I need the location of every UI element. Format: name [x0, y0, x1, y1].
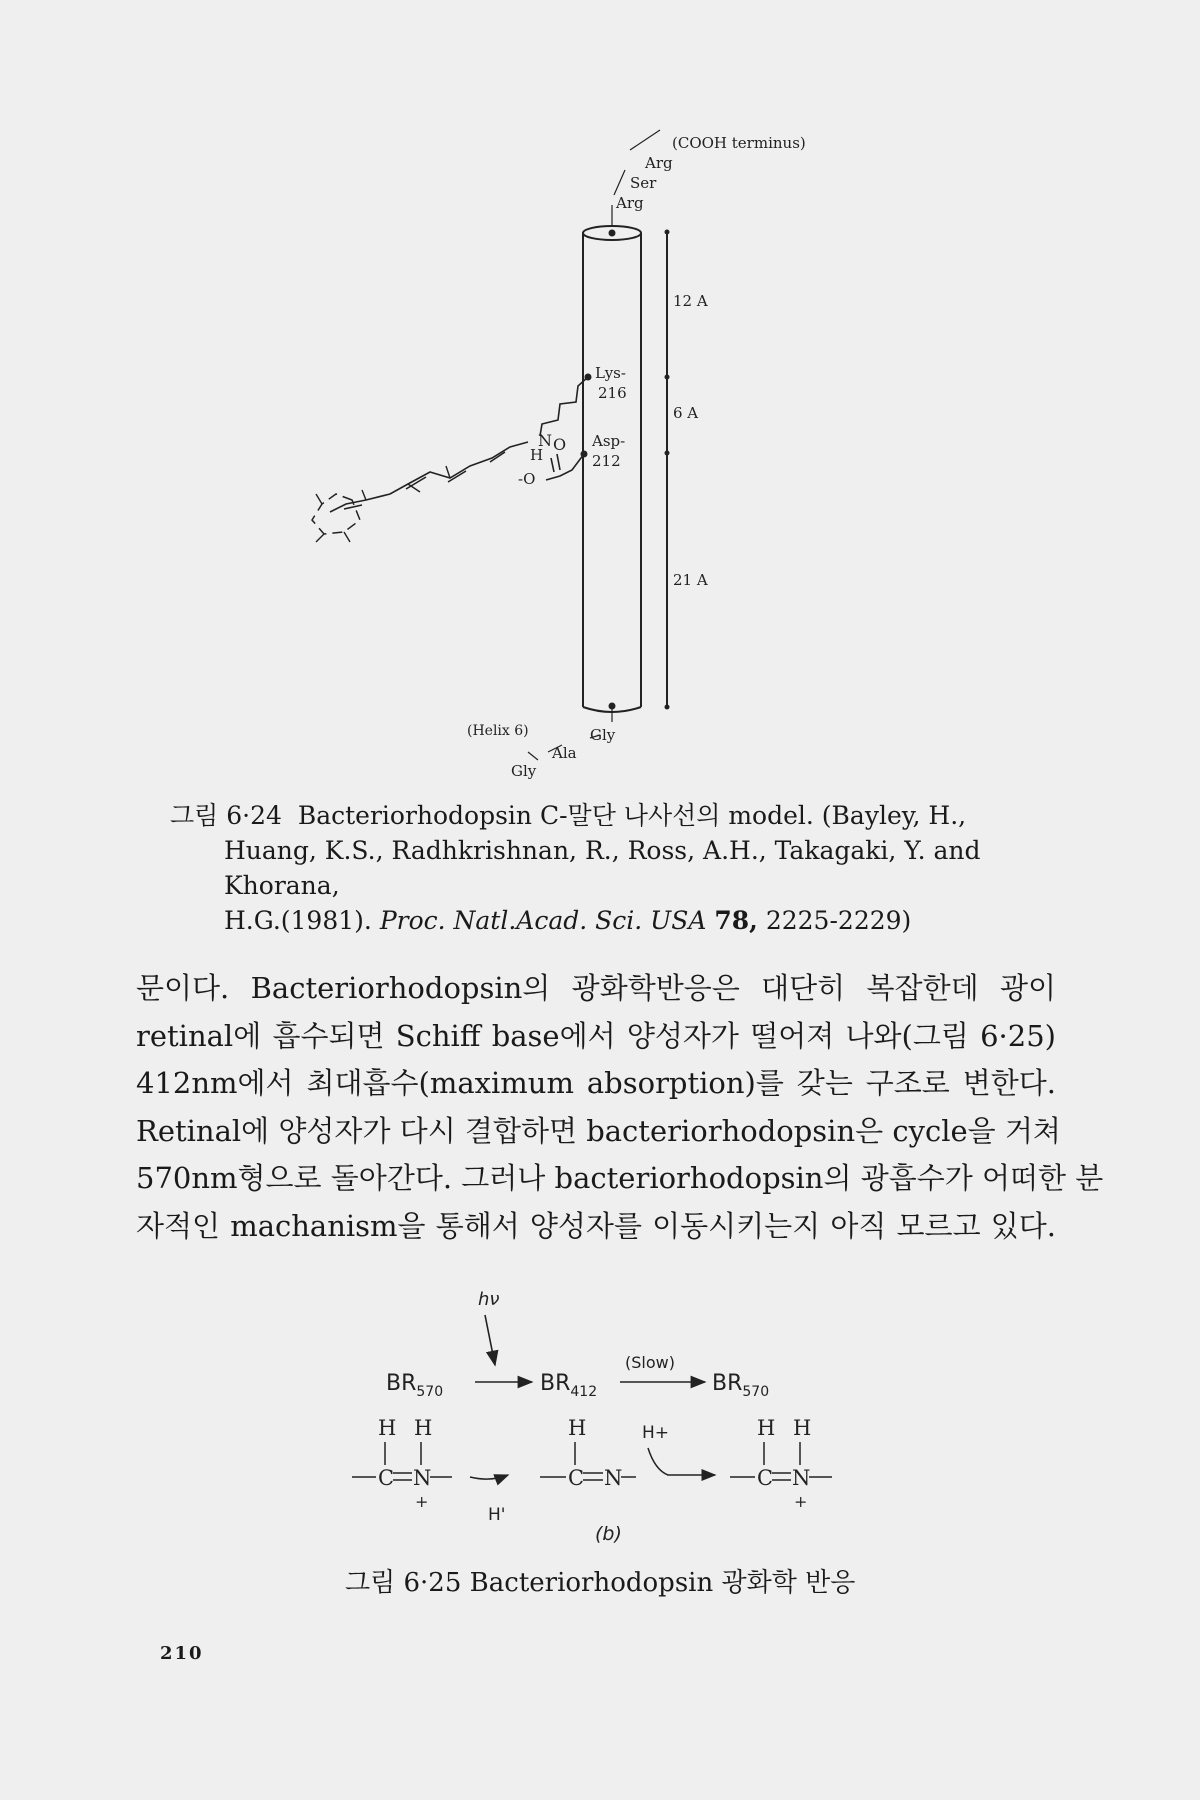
svg-text:N: N — [604, 1466, 623, 1490]
body-paragraph — [136, 965, 1104, 1250]
reprotonation-arrow — [648, 1448, 715, 1475]
gly-label-1: Gly — [590, 726, 616, 744]
distance-6a: 6 A — [673, 404, 699, 422]
lys-number: 216 — [598, 384, 627, 402]
lys-label: Lys- — [595, 364, 626, 382]
caption-text-3: H.G.(1981). — [224, 906, 372, 935]
retinal-chain — [330, 442, 528, 512]
panel-label: (b) — [595, 1523, 622, 1545]
paragraph-line: Retinal에 양성자가 다시 결합하면 bacteriorhodopsin은 cycle을 거쳐 — [136, 1113, 1061, 1148]
caption-pages: 2225-2229) — [765, 906, 912, 935]
asp-label: Asp- — [592, 432, 626, 450]
slow-label: (Slow) — [625, 1353, 675, 1372]
svg-text:N: N — [792, 1466, 811, 1490]
ala-label: Ala — [552, 744, 577, 762]
page-number: 210 — [160, 1643, 204, 1664]
caption-text-1: Bacteriorhodopsin C-말단 나사선의 model. (Bayley, H., — [297, 801, 967, 830]
carboxyl-o-minus: -O — [518, 470, 536, 488]
svg-text:N: N — [413, 1466, 432, 1490]
br570-end: $BR_{570}$ — [712, 1371, 770, 1400]
svg-text:H: H — [793, 1416, 812, 1440]
arg-label-1: Arg — [645, 154, 673, 172]
distance-21a: 21 A — [673, 571, 708, 589]
aspartate-chain — [546, 454, 584, 480]
deprotonation-arrow — [470, 1475, 508, 1479]
schiff-h: H — [530, 446, 544, 464]
cooh-label: (COOH terminus) — [672, 134, 806, 152]
arg-label-2: Arg — [616, 194, 644, 212]
gly-label-2: Gly — [511, 762, 537, 780]
hv-arrow — [485, 1315, 495, 1365]
svg-text:H: H — [414, 1416, 433, 1440]
svg-text:H: H — [568, 1416, 587, 1440]
svg-text:C: C — [378, 1466, 395, 1490]
helix-top-dot — [609, 230, 616, 237]
br412: $BR_{412}$ — [540, 1371, 598, 1400]
caption-journal: Proc. Natl.Acad. Sci. USA — [379, 906, 707, 935]
schiff-n: N — [538, 431, 552, 450]
paragraph-line: 570nm형으로 돌아간다. 그러나 bacteriorhodopsin의 광흡수가 어떠한 분 — [136, 1161, 1104, 1195]
structure-protonated-1 — [352, 1416, 452, 1511]
lysine-chain — [540, 377, 588, 436]
svg-text:+: + — [794, 1492, 808, 1511]
svg-text:H: H — [757, 1416, 776, 1440]
caption-prefix: 그림 6·24 — [170, 801, 282, 830]
caption-line-3 — [170, 903, 1030, 938]
structure-protonated-2 — [730, 1416, 832, 1511]
caption-line-2: Huang, K.S., Radhkrishnan, R., Ross, A.H., Takagaki, Y. and Khorana, — [224, 836, 981, 900]
svg-text:C: C — [568, 1466, 585, 1490]
asp-number: 212 — [592, 452, 621, 470]
structure-deprotonated — [540, 1416, 636, 1490]
caption-volume: 78, — [714, 906, 758, 935]
helix-6-label: (Helix 6) — [467, 723, 529, 739]
h-plus-label: H+ — [642, 1423, 670, 1443]
hv-label: hν — [478, 1289, 500, 1310]
caption-line-1 — [170, 798, 1030, 833]
paragraph-line: 문이다. Bacteriorhodopsin의 광화학반응은 대단히 복잡한데 광이 — [136, 971, 1056, 1005]
paragraph-line: 자적인 machanism을 통해서 양성자를 이동시키는지 아직 모르고 있다. — [136, 1208, 1056, 1243]
br570-start: $BR_{570}$ — [386, 1371, 444, 1400]
svg-text:+: + — [415, 1492, 429, 1511]
h-prime-label: H' — [488, 1505, 506, 1525]
svg-text:H: H — [378, 1416, 397, 1440]
svg-text:C: C — [757, 1466, 774, 1490]
figure-6-25-caption: 그림 6·25 Bacteriorhodopsin 광화학 반응 — [345, 1568, 856, 1598]
paragraph-line: retinal에 흡수되면 Schiff base에서 양성자가 떨어져 나와(그림 6·25) — [136, 1018, 1056, 1053]
ser-label: Ser — [630, 174, 657, 192]
photocycle-figure — [0, 1270, 1200, 1560]
helix-figure — [0, 0, 1200, 800]
figure-6-24-caption — [170, 798, 1030, 938]
carboxyl-o: O — [553, 435, 567, 454]
paragraph-line: 412nm에서 최대흡수(maximum absorption)를 갖는 구조로 변한다. — [136, 1066, 1056, 1100]
distance-12a: 12 A — [673, 292, 708, 310]
